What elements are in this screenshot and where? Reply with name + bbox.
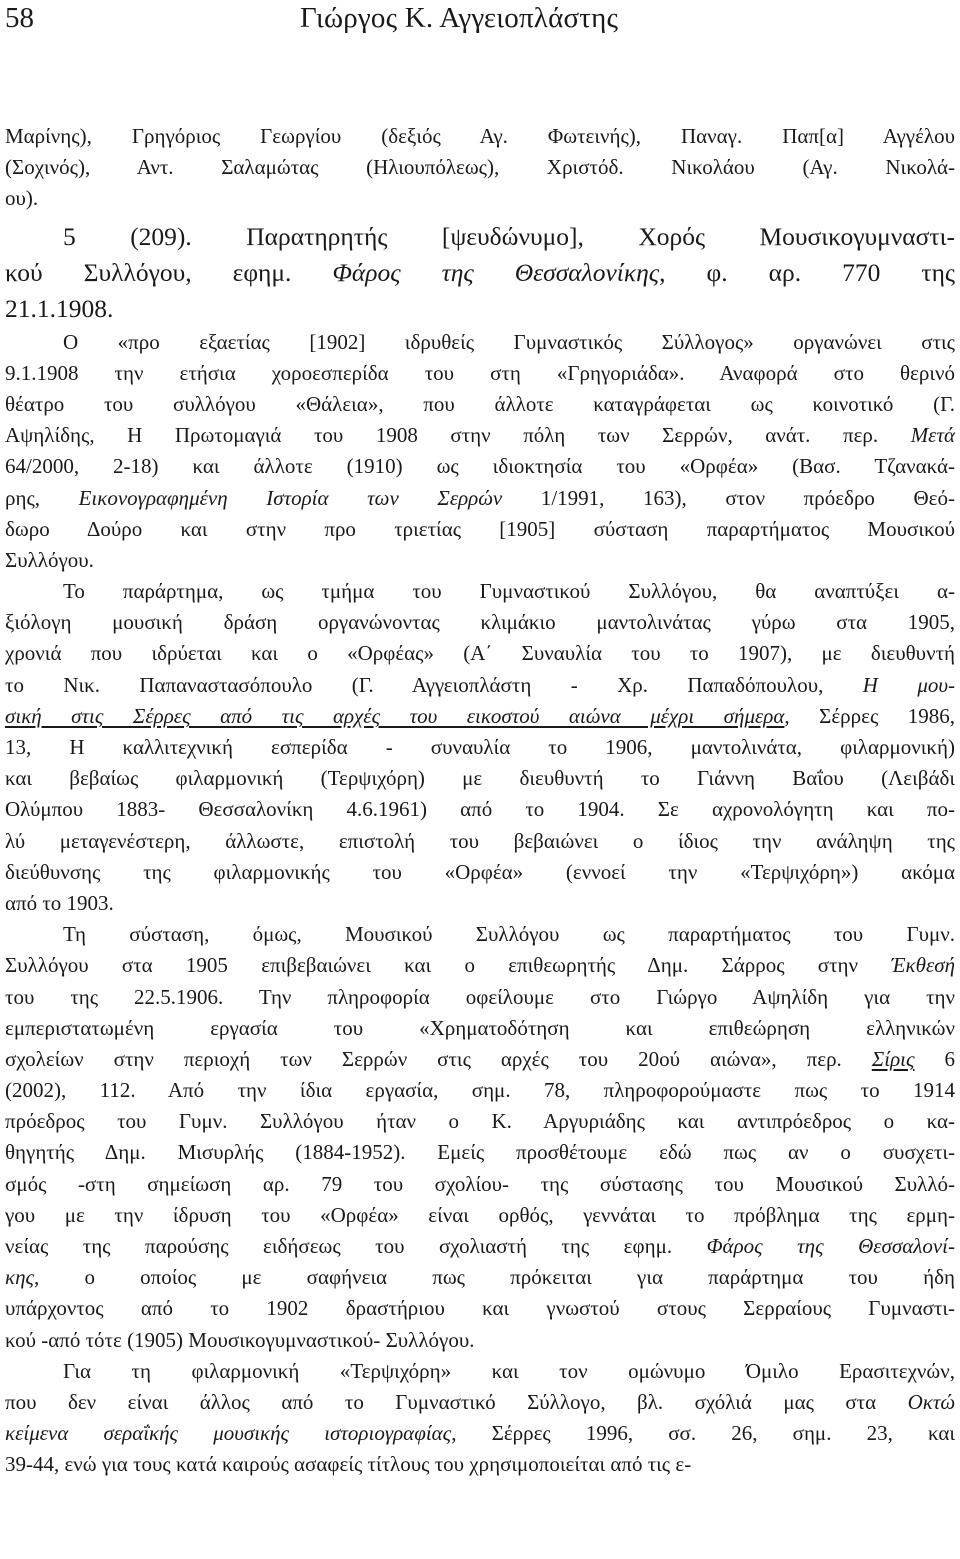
text-run: υπάρχοντος από το 1902 δραστήριου και γνωστού στους Σερραίους Γυμναστι- bbox=[5, 1296, 955, 1321]
text-line bbox=[5, 1044, 955, 1075]
text-line bbox=[5, 1013, 955, 1044]
text-run: (2002), 112. Από την ίδια εργασία, σημ. 78, πληροφορούμαστε πως το 1914 bbox=[5, 1078, 955, 1103]
text-line bbox=[5, 514, 955, 545]
text-run: 64/2000, 2-18) και άλλοτε (1910) ως ιδιοκτησία του «Ορφέα» (Βασ. Τζανακά- bbox=[5, 454, 955, 479]
text-line bbox=[5, 1387, 955, 1418]
text-run: που δεν είναι άλλος από το Γυμναστικό Σύλλογο, βλ. σχόλιά μας στα bbox=[5, 1389, 908, 1414]
text-line bbox=[5, 291, 955, 327]
body-text bbox=[5, 121, 955, 1481]
text-run: 6 bbox=[914, 1046, 955, 1071]
text-line bbox=[5, 950, 955, 981]
text-line bbox=[5, 638, 955, 669]
text-run: από το 1903. bbox=[5, 890, 114, 915]
text-run: Αψηλίδης, Η Πρωτομαγιά του 1908 στην πόλη των Σερρών, ανάτ. περ. bbox=[5, 423, 911, 448]
page-header bbox=[0, 0, 960, 40]
text-run: και βεβαίως φιλαρμονική (Τερψιχόρη) με διευθυντή το Γιάννη Βαΐου (Λειβάδι bbox=[5, 766, 955, 791]
text-run: κού Συλλόγου, εφημ. bbox=[5, 257, 333, 287]
text-run: διεύθυνσης της φιλαρμονικής του «Ορφέα» (εννοεί την «Τερψιχόρη») ακόμα bbox=[5, 859, 955, 884]
text-line bbox=[5, 255, 955, 291]
text-line bbox=[5, 1325, 955, 1356]
italic-text: Φάρος της Θεσσαλονί- bbox=[706, 1234, 955, 1258]
italic-text: Έκθεσή bbox=[891, 953, 955, 978]
text-line bbox=[5, 1231, 955, 1262]
text-line bbox=[5, 483, 955, 514]
text-line bbox=[5, 732, 955, 763]
text-run: ου). bbox=[5, 186, 39, 211]
text-run: σμός -στη σημείωση αρ. 79 του σχολίου- της σύστασης του Μουσικού Συλλό- bbox=[5, 1171, 955, 1196]
italic-text: Η μου- bbox=[862, 672, 955, 697]
text-run: 9.1.1908 την ετήσια χοροεσπερίδα του στη «Γρηγοριάδα». Αναφορά στο θερινό bbox=[5, 360, 955, 385]
text-run: , Σέρρες 1986, bbox=[784, 703, 955, 728]
text-run: Μαρίνης), Γρηγόριος Γεωργίου (δεξιός Αγ. Φωτεινής), Παναγ. Παπ[α] Αγγέλου bbox=[5, 124, 955, 148]
text-run: 1/1991, 163), στον πρόεδρο Θεό- bbox=[502, 485, 955, 510]
text-line bbox=[5, 1356, 955, 1387]
page-number: 58 bbox=[5, 2, 34, 34]
text-run: 39-44, ενώ για τους κατά καιρούς ασαφείς τίτλους του χρησιμοποιείται από τις ε- bbox=[5, 1452, 692, 1477]
text-run: , φ. αρ. 770 της bbox=[659, 257, 955, 287]
text-line bbox=[5, 607, 955, 638]
text-run: , Σέρρες 1996, σσ. 26, σημ. 23, και bbox=[451, 1421, 956, 1446]
text-line bbox=[5, 1418, 955, 1449]
text-line bbox=[5, 451, 955, 482]
text-line bbox=[5, 1106, 955, 1137]
text-run: το Νικ. Παπαναστασόπουλο (Γ. Αγγειοπλάστη - Χρ. Παπαδόπουλου, bbox=[5, 672, 863, 697]
text-run: γου με την ίδρυση του «Ορφέα» είναι ορθός, γεννάται το πρόβλημα της ερμη- bbox=[5, 1202, 955, 1227]
text-run: κού -από τότε (1905) Μουσικογυμναστικού- Συλλόγου. bbox=[5, 1327, 475, 1352]
italic-text: κης bbox=[5, 1265, 35, 1290]
text-line bbox=[5, 121, 955, 152]
italic-text: Εικονογραφημένη Ιστορία των Σερρών bbox=[78, 485, 503, 510]
text-run: ρης, bbox=[5, 485, 79, 510]
text-run: ξιόλογη μουσική δράση οργανώνοντας κλιμάκιο μαντολινάτας γύρω στα 1905, bbox=[5, 610, 955, 635]
text-line bbox=[5, 888, 955, 919]
text-line bbox=[5, 670, 955, 701]
text-run: Για τη φιλαρμονική «Τερψιχόρη» και τον ομώνυμο Όμιλο Ερασιτεχνών, bbox=[63, 1358, 955, 1383]
text-run: , ο οποίος με σαφήνεια πως πρόκειται για παράρτημα του ήδη bbox=[34, 1265, 955, 1290]
text-run: (Σοχινός), Αντ. Σαλαμώτας (Ηλιουπόλεως), Χριστόδ. Νικολάου (Αγ. Νικολά- bbox=[5, 155, 955, 180]
text-run: χρονιά που ιδρύεται και ο «Ορφέας» (Α΄ Συναυλία του το 1907), με διευθυντή bbox=[5, 641, 955, 666]
text-line bbox=[5, 545, 955, 576]
text-line bbox=[5, 1449, 955, 1480]
text-line bbox=[5, 982, 955, 1013]
text-run: θέατρο του συλλόγου «Θάλεια», που άλλοτε καταγράφεται ως κοινοτικό (Γ. bbox=[5, 391, 955, 416]
text-line bbox=[5, 358, 955, 389]
text-line bbox=[5, 183, 955, 214]
text-run: 13, Η καλλιτεχνική εσπερίδα - συναυλία το 1906, μαντολινάτα, φιλαρμονική) bbox=[5, 735, 955, 759]
text-line bbox=[5, 1137, 955, 1168]
italic-text: Οκτώ bbox=[907, 1389, 955, 1414]
text-run: Ολύμπου 1883- Θεσσαλονίκη 4.6.1961) από το 1904. Σε αχρονολόγητη και πο- bbox=[5, 797, 955, 822]
italic-text: Μετά bbox=[910, 423, 955, 448]
text-line bbox=[5, 919, 955, 950]
text-line bbox=[5, 327, 955, 358]
text-line bbox=[5, 1262, 955, 1293]
text-line bbox=[5, 389, 955, 420]
italic-text: σική στις Σέρρες από τις αρχές του εικοστού αιώνα μέχρι σήμερα bbox=[5, 703, 785, 728]
italic-text: Σίρις bbox=[871, 1046, 915, 1071]
text-line bbox=[5, 794, 955, 825]
italic-text: κείμενα σεραΐκής μουσικής ιστοριογραφίας bbox=[5, 1421, 452, 1446]
text-run: 5 (209). Παρατηρητής [ψευδώνυμο], Χορός Μουσικογυμναστι- bbox=[63, 221, 955, 251]
text-run: νείας της παρούσης ειδήσεως του σχολιαστή της εφημ. bbox=[5, 1234, 707, 1258]
text-line bbox=[5, 1169, 955, 1200]
text-line bbox=[5, 219, 955, 255]
text-line bbox=[5, 1075, 955, 1106]
text-line bbox=[5, 420, 955, 451]
text-run: πρόεδρος του Γυμν. Συλλόγου ήταν ο Κ. Αργυριάδης και αντιπρόεδρος ο κα- bbox=[5, 1109, 955, 1134]
text-run: του της 22.5.1906. Την πληροφορία οφείλουμε στο Γιώργο Αψηλίδη για την bbox=[5, 984, 955, 1009]
text-line bbox=[5, 857, 955, 888]
running-head: Γιώργος Κ. Αγγειοπλάστης bbox=[300, 2, 619, 34]
text-run: Συλλόγου στα 1905 επιβεβαιώνει και ο επιθεωρητής Δημ. Σάρρος στην bbox=[5, 953, 892, 978]
text-run: εμπεριστατωμένη εργασία του «Χρηματοδότηση και επιθεώρηση ελληνικών bbox=[5, 1015, 955, 1040]
italic-text: Φάρος της Θεσσαλονίκης bbox=[332, 257, 660, 287]
text-line bbox=[5, 763, 955, 794]
text-run: θηγητής Δημ. Μισυρλής (1884-1952). Εμείς προσθέτουμε εδώ πως αν ο συσχετι- bbox=[5, 1140, 955, 1165]
text-run: Τη σύσταση, όμως, Μουσικού Συλλόγου ως παραρτήματος του Γυμν. bbox=[63, 922, 955, 947]
text-line bbox=[5, 826, 955, 857]
text-run: σχολείων στην περιοχή των Σερρών στις αρχές του 20ού αιώνα», περ. bbox=[5, 1046, 872, 1071]
text-line bbox=[5, 152, 955, 183]
text-run: 21.1.1908. bbox=[5, 293, 114, 323]
text-line bbox=[5, 1200, 955, 1231]
text-run: Ο «προ εξαετίας [1902] ιδρυθείς Γυμναστικός Σύλλογος» οργανώνει στις bbox=[63, 329, 955, 354]
text-run: Το παράρτημα, ως τμήμα του Γυμναστικού Συλλόγου, θα αναπτύξει α- bbox=[63, 579, 955, 604]
text-run: Συλλόγου. bbox=[5, 547, 94, 572]
text-run: δωρο Δούρο και στην προ τριετίας [1905] σύσταση παραρτήματος Μουσικού bbox=[5, 516, 955, 541]
text-line bbox=[5, 701, 955, 732]
text-line bbox=[5, 1293, 955, 1324]
text-run: λύ μεταγενέστερη, άλλωστε, επιστολή του βεβαιώνει ο ίδιος την ανάληψη της bbox=[5, 828, 955, 853]
text-line bbox=[5, 576, 955, 607]
